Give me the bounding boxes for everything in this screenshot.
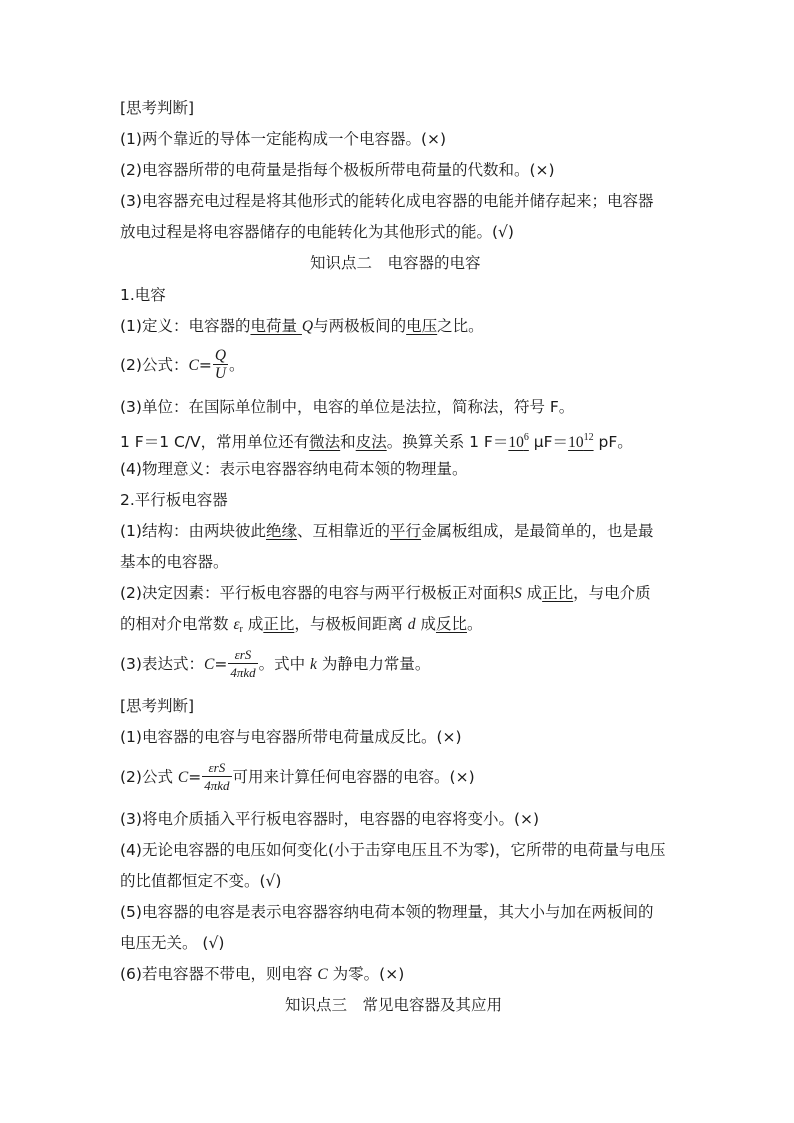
base-10-b: 10 [568,434,584,451]
definition-line [120,316,484,337]
factors-suffix: ，与电介质 [573,584,651,602]
section-title-knowledge-point-3: 知识点三 常见电容器及其应用 [285,996,503,1014]
fraction-denominator: U [214,365,227,382]
definition-voltage-blank: 电压 [406,317,438,335]
fraction-numerator: Q [214,347,227,364]
exponent-12: 12 [583,432,594,443]
conversion-line [120,428,633,453]
judgment2-item-3: (3)将电介质插入平行板电容器时，电容器的电容将变小。(×) [120,810,540,828]
section-title-knowledge-point-2: 知识点二 电容器的电容 [310,254,481,272]
fraction-denominator: 4πkd [204,778,230,793]
judgment-header-2: [思考判断] [120,697,195,715]
insulated-blank: 绝缘 [265,522,297,540]
fraction-q-over-u [213,348,228,383]
factors-line-2 [120,614,483,640]
definition-middle: 与两极板间的 [313,317,407,335]
formula-prefix: (2)公式： [120,356,189,374]
judgment2-item-4-line2: 的比值都恒定不变。(√) [120,872,282,890]
factors2-cheng: 成 [242,615,264,633]
var-c: C [203,656,215,673]
microfarad-blank: 微法 [309,433,341,451]
expression-line [120,645,430,684]
base-10-a: 10 [508,434,524,451]
formula-line [120,347,245,384]
judgment2-item-6-prefix: (6)若电容器不带电，则电容 [120,965,318,983]
var-d: d [407,616,416,633]
exponent-6-blank [508,434,529,451]
picofarad-blank: 皮法 [355,433,387,451]
var-c: C [177,769,189,786]
judgment-header: [思考判断] [120,99,195,117]
exponent-12-blank [568,434,594,451]
judgment2-item-6 [120,964,404,985]
structure-middle: 、互相靠近的 [296,522,390,540]
fraction-epsilon-s-over-4pikd [228,647,257,682]
judgment2-item-4-line1: (4)无论电容器的电压如何变化(小于击穿电压且不为零)，它所带的电荷量与电压 [120,841,666,859]
structure-suffix: 金属板组成，是最简单的，也是最 [421,522,654,540]
conversion-middle-2: μF＝ [528,433,569,451]
factors-line-1 [120,583,651,604]
var-k: k [310,656,317,673]
definition-prefix: (1)定义：电容器的 [120,317,251,335]
subheading-parallel-plate: 2.平行板电容器 [120,491,228,509]
factors2-cheng-2: 成 [415,615,436,633]
judgment2-item-5-line1: (5)电容器的电容是表示电容器容纳电荷本领的物理量，其大小与加在两板间的 [120,903,654,921]
factors-cheng: 成 [521,584,543,602]
conversion-suffix: pF。 [593,433,633,451]
structure-line-2: 基本的电容器。 [120,553,229,571]
definition-suffix: 之比。 [437,317,484,335]
var-epsilon: ε [233,616,240,633]
equals-sign: = [188,768,202,786]
judgment2-item-2 [120,758,475,797]
fraction-denominator: 4πkd [230,665,256,680]
factors2-prefix: 的相对介电常数 [120,615,234,633]
judgment2-item-2-suffix: 可用来计算任何电容器的电容。(×) [232,768,475,786]
expression-suffix-1: 。式中 [258,655,311,673]
fraction-numerator: εrS [228,647,257,664]
fraction-epsilon-s-over-4pikd [202,760,231,795]
subheading-capacitance: 1.电容 [120,286,166,304]
judgment-item-3-line2: 放电过程是将电容器储存的电能转化为其他形式的能。(√) [120,223,514,241]
conversion-and: 和 [340,433,356,451]
structure-line-1 [120,521,654,541]
judgment2-item-5-line2: 电压无关。 (√) [120,934,225,952]
var-c: C [317,966,328,983]
factors2-middle: ，与极板间距离 [294,615,408,633]
expression-suffix-2: 为静电力常量。 [316,655,431,673]
subscript-r: r [239,624,243,635]
judgment-item-3-line1: (3)电容器充电过程是将其他形式的能转化成电容器的电能并储存起来；电容器 [120,192,654,210]
equals-sign: = [214,655,228,673]
judgment2-item-6-suffix: 为零。(×) [327,965,405,983]
conversion-middle: 。换算关系 1 F＝ [386,433,509,451]
unit-line: (3)单位：在国际单位制中，电容的单位是法拉，简称法，符号 F。 [120,398,575,416]
var-s: S [513,585,522,602]
judgment2-item-2-prefix: (2)公式 [120,768,178,786]
factors-prefix: (2)决定因素：平行板电容器的电容与两平行极板正对面积 [120,584,514,602]
structure-prefix: (1)结构：由两块彼此 [120,522,266,540]
formula-suffix: 。 [229,356,245,374]
var-q: Q [301,318,314,335]
exponent-6: 6 [523,432,529,443]
parallel-blank: 平行 [390,522,422,540]
expression-prefix: (3)表达式： [120,655,204,673]
conversion-prefix: 1 F＝1 C/V，常用单位还有 [120,433,310,451]
var-c: C [188,357,199,374]
proportional-permittivity-blank: 正比 [263,615,295,633]
equals-sign: = [198,356,212,374]
physical-meaning-line: (4)物理意义：表示电容器容纳电荷本领的物理量。 [120,460,468,478]
definition-charge-blank: 电荷量 [250,317,297,335]
judgment2-item-1: (1)电容器的电容与电容器所带电荷量成反比。(×) [120,728,462,746]
judgment-item-1: (1)两个靠近的导体一定能构成一个电容器。(×) [120,130,447,148]
factors2-suffix: 。 [466,615,483,633]
fraction-numerator: εrS [202,760,231,777]
proportional-area-blank: 正比 [542,584,574,602]
inverse-distance-blank: 反比 [435,615,467,633]
judgment-item-2: (2)电容器所带的电荷量是指每个极板所带电荷量的代数和。(×) [120,161,555,179]
